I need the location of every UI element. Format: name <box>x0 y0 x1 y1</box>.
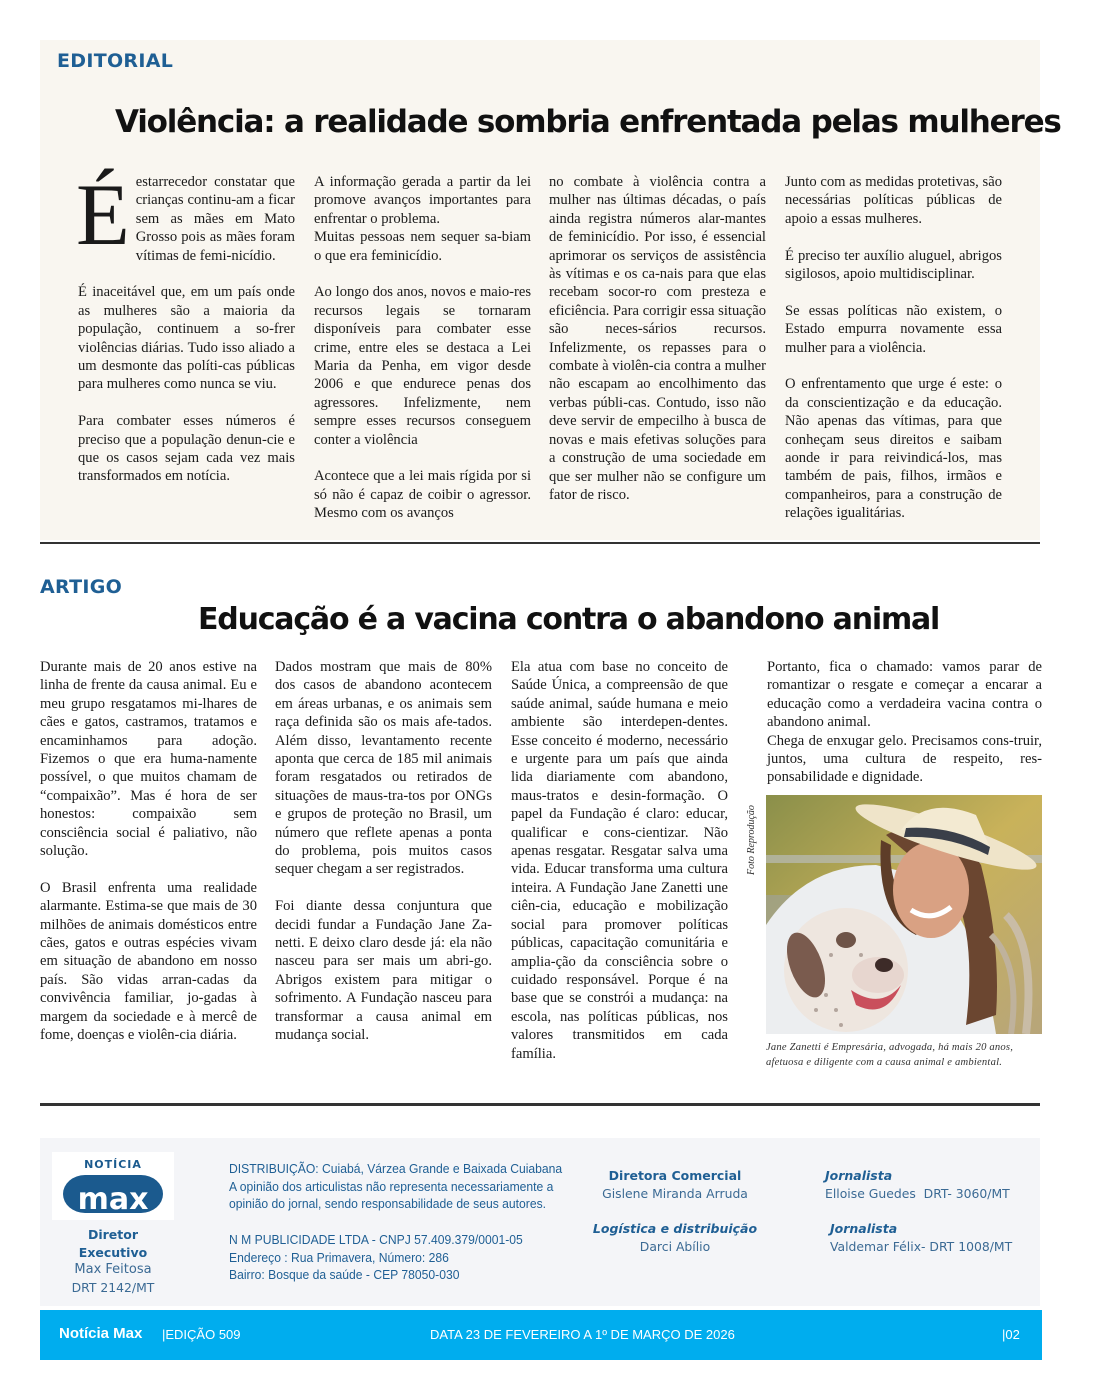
logistics-block <box>590 1220 760 1255</box>
journalist-2-title: Jornalista <box>830 1221 898 1236</box>
artigo-column-3 <box>511 658 728 1081</box>
section-divider <box>40 542 1040 544</box>
paragraph: Acontece que a lei mais rígida por si só não é capaz de coibir o agressor. Mesmo com os avanços <box>314 468 531 522</box>
logo-graphic <box>52 1152 174 1220</box>
address: Endereço : Rua Primavera, Número: 286 <box>229 1249 449 1265</box>
edition-label: |EDIÇÃO 509 <box>162 1327 241 1342</box>
brand-name: Notícia Max <box>59 1325 143 1342</box>
director-name: Max Feitosa <box>74 1262 152 1277</box>
journalist-2-name: Valdemar Félix- DRT 1008/MT <box>830 1238 1013 1254</box>
paragraph: É preciso ter auxílio aluguel, abrigos sigilosos, apoio multidisciplinar. <box>785 247 1002 283</box>
journalist-1-name: Elloise Guedes DRT- 3060/MT <box>825 1185 1010 1201</box>
logo-word: max <box>77 1182 149 1217</box>
photo-illustration <box>766 795 1042 1034</box>
paragraph: O Brasil enfrenta uma realidade alarmante. Estima-se que mais de 30 milhões de animais domésticos entre cães, gatos e outras espécies vivam em situação de abandono em nosso país. São vidas arran-cadas da convivência familiar, jo-gadas à margem da sociedade e à mercê de fome, doenças e violên-cia diária. <box>40 879 257 1044</box>
commercial-name: Gislene Miranda Arruda <box>602 1185 748 1201</box>
company-info: N M PUBLICIDADE LTDA - CNPJ 57.409.379/0001-05 <box>229 1231 523 1247</box>
paragraph: Portanto, fica o chamado: vamos parar de romantizar o resgate e começar a encarar a educação como a verdadeira vacina contra o abandono animal. <box>767 659 1042 731</box>
artigo-column-1 <box>40 658 257 1063</box>
page-number: |02 <box>1002 1327 1020 1342</box>
disclaimer-line-1: A opinião dos articulistas não representa necessariamente a <box>229 1178 554 1194</box>
commercial-title: Diretora Comercial <box>608 1168 742 1183</box>
director-block <box>52 1226 174 1296</box>
district: Bairro: Bosque da saúde - CEP 78050-030 <box>229 1267 460 1283</box>
director-drt: DRT 2142/MT <box>71 1279 155 1295</box>
paragraph: Foi diante dessa conjuntura que decidi fundar a Fundação Jane Za-netti. E deixo claro desde já: ela não nasceu para ser mais um abri-go. Abrigos existem para mitigar o sofrimento. A Fundação nasceu para transformar a causa animal em mudança social. <box>275 898 492 1044</box>
director-title: Diretor Executivo <box>78 1227 148 1260</box>
paragraph: Junto com as medidas protetivas, são necessárias políticas públicas de apoio a essas mulheres. <box>785 174 1002 227</box>
paragraph: Ao longo dos anos, novos e maio-res recursos legais se tornaram disponíveis para combater esse crime, entre eles se destaca a Lei Maria da Penha, em vigor desde 2006 e que endurece penas dos agressores. Infelizmente, nem sempre esses recursos conseguem conter a violência <box>314 284 531 448</box>
photo-credit: Foto Reprodução <box>746 805 757 875</box>
distribution-text: DISTRIBUIÇÃO: Cuiabá, Várzea Grande e Baixada Cuiabana <box>229 1161 563 1176</box>
paragraph: estarrecedor constatar que crianças continu-am a ficar sem as mães em Mato Grosso pois as mães foram vítimas de femi-nicídio. <box>135 174 295 264</box>
paragraph: É inaceitável que, em um país onde as mulheres são a maioria da população, continuem a so-frer violências diárias. Tudo isso aliado a um desmonte das políti-cas públicas para mulheres como nunca se viu. <box>78 284 295 393</box>
paragraph: Chega de enxugar gelo. Precisamos cons-truir, juntos, uma cultura de respeito, res-ponsabilidade e dignidade. <box>767 732 1042 786</box>
commercial-director-block <box>590 1167 760 1202</box>
distribution-block <box>229 1160 597 1284</box>
author-photo <box>766 795 1042 1034</box>
paragraph: Muitas pessoas nem sequer sa-biam o que era feminicídio. <box>314 229 531 264</box>
logistics-title: Logística e distribuição <box>592 1221 758 1236</box>
artigo-column-2 <box>275 658 492 1063</box>
paragraph: Para combater esses números é preciso que a população denun-cie e que os casos sejam cada vez mais transformados em notícia. <box>78 413 295 485</box>
disclaimer-line-2: opinião do jornal, sendo responsabilidade de seus autores. <box>229 1196 547 1212</box>
photo-caption: Jane Zanetti é Empresária, advogada, há mais 20 anos, afetuosa e diligente com a causa animal e ambiental. <box>766 1042 1014 1068</box>
section-label-artigo: ARTIGO <box>40 576 123 598</box>
journalist-2-block <box>830 1220 1030 1255</box>
editorial-column-4 <box>785 173 1002 541</box>
journalist-1-block <box>825 1167 1025 1202</box>
editorial-column-2 <box>314 173 531 541</box>
artigo-column-4 <box>767 658 1042 805</box>
date-label: DATA 23 DE FEVEREIRO A 1º DE MARÇO DE 2026 <box>430 1327 735 1342</box>
page-footer-bar <box>40 1310 1042 1360</box>
paragraph: Dados mostram que mais de 80% dos casos de abandono acontecem em áreas urbanas, e os animais sem raça definida são os mais afe-tados. Além disso, levantamento recente aponta que cerca de 185 mil animais foram resgatados ou retirados de situações de maus-tra-tos por ONGs e grupos de proteção no Brasil, um número que reflete apenas a ponta do problema, pois muitos casos sequer chegam a ser registrados. <box>275 659 492 878</box>
editorial-column-1 <box>76 167 295 504</box>
artigo-headline: Educação é a vacina contra o abandono animal <box>198 602 940 637</box>
paragraph: no combate à violência contra a mulher nas últimas décadas, o país ainda registra números alar-mantes de feminicídio. Por isso, é essencial aprimorar os serviços de assistência às vítimas e os ca-nais para que elas recebam socor-ro com presteza e eficiência. Para corrigir essa situação são neces-sários recursos. Infelizmente, os repasses para o combate à violên-cia contra a mulher não escapam ao encolhimento das verbas públi-cas. Contudo, isso não deve servir de empecilho à busca de novas e mais efetivas soluções para a construção de uma sociedade em que ser mulher não se configure um fator de risco. <box>549 174 766 503</box>
drop-cap: É <box>76 167 130 264</box>
paragraph: Ela atua com base no conceito de Saúde Única, a compreensão de que saúde animal, saúde humana e meio ambiente são interdepen-dentes. Esse conceito é moderno, necessário e urgente para um país que ainda lida diariamente com abandono, maus-tratos e desin-formação. O papel da Fundação é claro: educar, qualificar e cons-cientizar. Não apenas resgatar. Resgatar salva uma vida. Educar transforma uma cultura inteira. A Fundação Jane Zanetti une ciên-cia, educação e mobilização social para promover políticas públicas, capacitação comunitária e amplia-ção da consciência sobre o cuidado responsável. Porque é na base que se constrói a mudança: na escola, nas políticas públicas, nos valores transmitidos em cada família. <box>511 659 728 1062</box>
editorial-headline: Violência: a realidade sombria enfrentada pelas mulheres <box>115 104 1061 140</box>
journalist-1-title: Jornalista <box>825 1168 893 1183</box>
logistics-name: Darci Abílio <box>639 1238 711 1254</box>
paragraph: O enfrentamento que urge é este: o da conscientização e da educação. Não apenas das vítimas, para que conheçam seus direitos e saibam aonde ir para reivindicá-los, mas também de pais, filhos, irmãos e companheiros, para a construção de relações igualitárias. <box>785 376 1002 522</box>
editorial-column-3 <box>549 173 766 523</box>
paragraph: Durante mais de 20 anos estive na linha de frente da causa animal. Eu e meu grupo resgatamos mi-lhares de cães e gatos, castramos, tratamos e encaminhamos para adoção. Fizemos o que era huma-namente possível, o que muitos chamam de “compaixão”. Mas é hora de ser honestos: compaixão sem consciência social é paliativo, não solução. <box>40 659 257 860</box>
section-divider <box>40 1103 1040 1106</box>
logo-top-text: NOTÍCIA <box>84 1158 142 1171</box>
section-label-editorial: EDITORIAL <box>57 50 174 72</box>
paragraph: A informação gerada a partir da lei promove avanços importantes para enfrentar o problema. <box>314 174 531 227</box>
paragraph: Se essas políticas não existem, o Estado empurra novamente essa mulher para a violência. <box>785 302 1002 356</box>
noticia-max-logo <box>52 1152 174 1220</box>
